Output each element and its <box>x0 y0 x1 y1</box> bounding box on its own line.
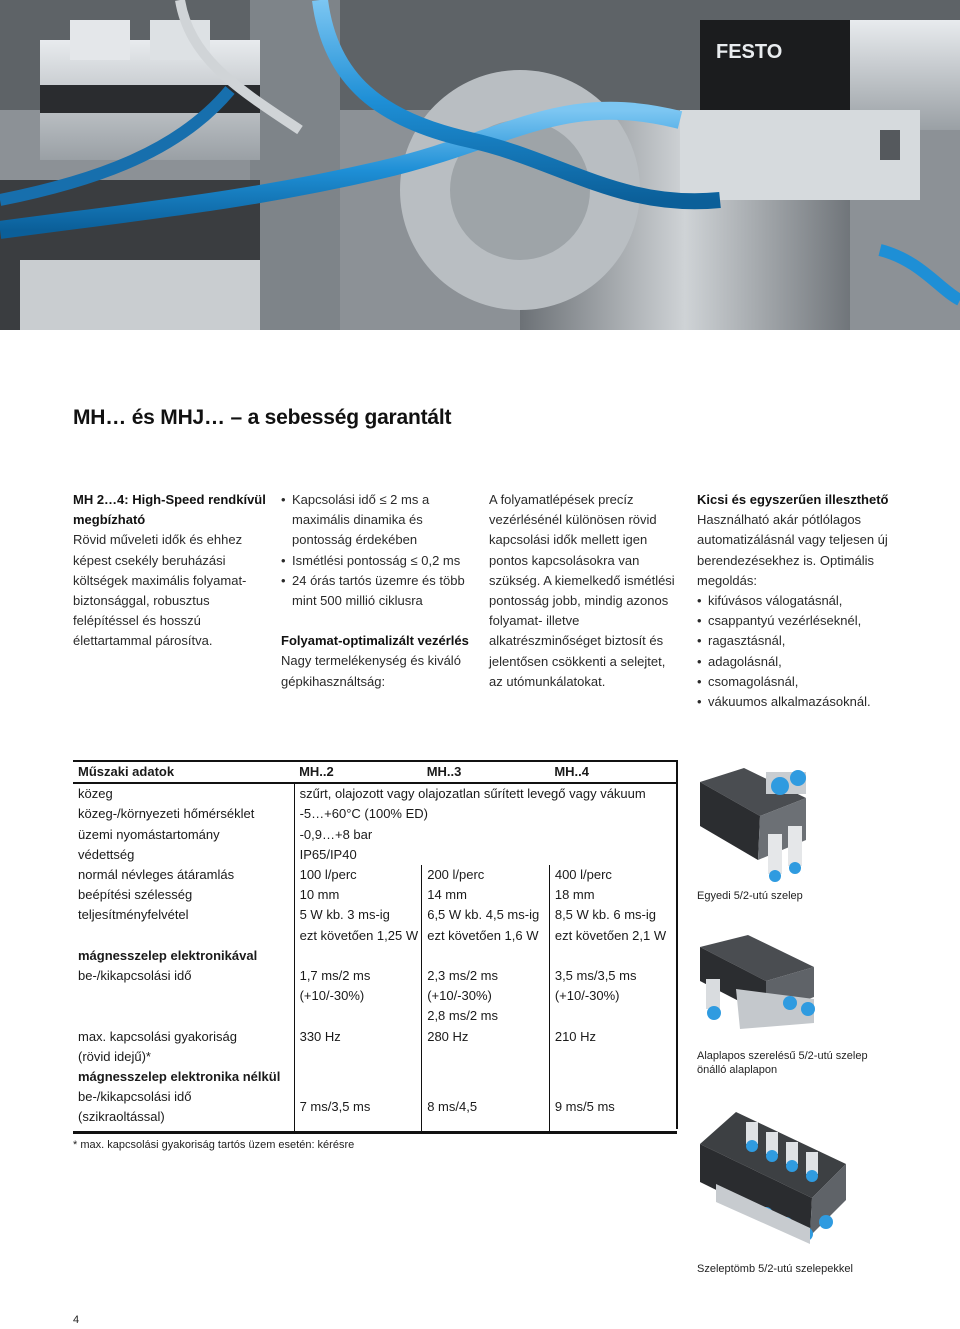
table-section-row <box>73 946 677 966</box>
festo-logo: FESTO <box>716 41 783 63</box>
list-item: • vákuumos alkalmazásoknál. <box>697 692 897 712</box>
cell-line: 2,8 ms/2 ms <box>427 1008 499 1024</box>
hero-illustration <box>0 0 960 330</box>
cell: 210 Hz <box>549 1027 677 1067</box>
cell <box>294 966 422 1027</box>
intro-text: Rövid műveleti idők és ehhez képest csekély beruházási költségek maximális folyamat-biztonsággal, robusztus felépítéssel és hosszú élettartammal párosítva. <box>73 532 247 649</box>
table-header: Műszaki adatok <box>73 761 294 783</box>
features-column <box>281 490 473 692</box>
cell <box>422 905 550 945</box>
list-item: • adagolásnál, <box>697 652 897 672</box>
table-row <box>73 885 677 905</box>
table-row <box>73 825 677 845</box>
product-caption: Egyedi 5/2-utú szelep <box>697 890 803 902</box>
section-label: mágnesszelep elektronikával <box>78 947 258 963</box>
row-label: üzemi nyomástartomány <box>78 826 220 842</box>
list-item: • Ismétlési pontosság ≤ 0,2 ms <box>281 551 473 571</box>
cell-line: max. kapcsolási gyakoriság <box>78 1028 237 1044</box>
table-header: MH..2 <box>294 761 422 783</box>
features-list <box>281 490 473 611</box>
list-item: • csappantyú vezérléseknél, <box>697 611 897 631</box>
table-row <box>73 1027 677 1067</box>
cell-line: ezt követően 2,1 W <box>554 927 667 943</box>
page-title: MH… és MHJ… – a sebesség garantált <box>73 406 452 429</box>
process-text: Nagy termelékenység és kiváló gépkihasználtság: <box>281 653 461 689</box>
caption-line: önálló alaplapon <box>697 1064 778 1076</box>
row-label: normál névleges átáramlás <box>78 867 235 883</box>
tech-data-table <box>73 761 677 1134</box>
cell-line: (+10/-30%) <box>554 988 620 1004</box>
cell: IP65/IP40 <box>294 845 677 865</box>
list-item: • kifúvásos válogatásnál, <box>697 591 897 611</box>
row-label: be-/kikapcsolási idő <box>78 968 192 984</box>
row-label: teljesítményfelvétel <box>78 907 189 923</box>
cell: 330 Hz <box>294 1027 422 1067</box>
cell: 7 ms/3,5 ms <box>294 1087 422 1132</box>
subbase-valve-image <box>696 933 822 1037</box>
cell: 10 mm <box>294 885 422 905</box>
list-item: • ragasztásnál, <box>697 631 897 651</box>
row-label: közeg <box>78 786 113 802</box>
applications-column <box>697 490 897 712</box>
table-section-row <box>73 1067 677 1087</box>
cell: 280 Hz <box>422 1027 550 1067</box>
cell-line: (rövid idejű)* <box>78 1048 151 1064</box>
cell <box>549 966 677 1027</box>
table-header: MH..3 <box>422 761 550 783</box>
cell-line: 2,3 ms/2 ms <box>427 968 499 984</box>
cell: 18 mm <box>549 885 677 905</box>
cell: szűrt, olajozott vagy olajozatlan sűrített levegő vagy vákuum <box>294 783 677 804</box>
table-row <box>73 865 677 885</box>
table-footnote: * max. kapcsolási gyakoriság tartós üzem esetén: kérésre <box>73 1139 355 1151</box>
table-header-row <box>73 761 677 783</box>
page-number: 4 <box>73 1314 80 1326</box>
table-header: MH..4 <box>549 761 677 783</box>
row-label: közeg-/környezeti hőmérséklet <box>78 806 255 822</box>
cell-line: ezt követően 1,6 W <box>427 927 539 943</box>
section-label: mágnesszelep elektronika nélkül <box>78 1069 281 1085</box>
table-row <box>73 905 677 945</box>
intro-column <box>73 490 268 652</box>
cell: 14 mm <box>422 885 550 905</box>
caption-line: Alaplapos szerelésű 5/2-utú szelep <box>697 1050 868 1062</box>
cell-line: 5 W kb. 3 ms-ig <box>299 907 390 923</box>
cell-line: (szikraoltással) <box>78 1109 165 1125</box>
cell-line: ezt követően 1,25 W <box>299 927 419 943</box>
valve-manifold-image <box>696 1104 848 1252</box>
table-row <box>73 1087 677 1132</box>
cell <box>422 966 550 1027</box>
precision-text: A folyamatlépések precíz vezérlésénél különösen rövid kapcsolási idők mellett igen pontos kapcsolásokra van szükség. A kiemelkedő ismétlési pontosság jobb, mindig azonos folyamat- illetve alkatrészminőséget biztosít és jelentősen csökkenti a selejtet, az utómunkálatokat. <box>489 492 675 689</box>
cell: 8 ms/4,5 <box>422 1087 550 1132</box>
cell-line: 3,5 ms/3,5 ms <box>554 968 637 984</box>
intro-heading: MH 2…4: High-Speed rendkívül megbízható <box>73 492 266 528</box>
table-row <box>73 804 677 824</box>
table-row <box>73 966 677 1027</box>
table-row <box>73 783 677 804</box>
cell: 200 l/perc <box>422 865 550 885</box>
cell <box>549 905 677 945</box>
list-item: • Kapcsolási idő ≤ 2 ms a maximális dinamika és pontosság érdekében <box>281 490 473 551</box>
precision-column <box>489 490 681 692</box>
row-label <box>73 1087 294 1132</box>
applications-text: Használható akár pótlólagos automatizálásnál vagy teljesen új berendezésekhez is. Optimális megoldás: <box>697 512 888 588</box>
cell-line: (+10/-30%) <box>299 988 365 1004</box>
cell-line: 6,5 W kb. 4,5 ms-ig <box>427 907 540 923</box>
list-item: • 24 órás tartós üzemre és több mint 500 millió ciklusra <box>281 571 473 611</box>
applications-heading: Kicsi és egyszerűen illeszthető <box>697 492 889 507</box>
cell: 400 l/perc <box>549 865 677 885</box>
table-top-rule <box>73 760 677 762</box>
table-right-rule <box>676 760 678 1129</box>
process-heading: Folyamat-optimalizált vezérlés <box>281 633 469 649</box>
row-label: beépítési szélesség <box>78 887 193 903</box>
cell <box>294 905 422 945</box>
table-row <box>73 845 677 865</box>
row-label: védettség <box>78 846 135 862</box>
product-caption <box>697 1049 868 1077</box>
cell-line: be-/kikapcsolási idő <box>78 1089 192 1105</box>
cell: 9 ms/5 ms <box>549 1087 677 1132</box>
product-caption: Szeleptömb 5/2-utú szelepekkel <box>697 1263 853 1275</box>
applications-list <box>697 591 897 712</box>
row-label <box>73 1027 294 1067</box>
cell-line: (+10/-30%) <box>427 988 492 1004</box>
cell: -0,9…+8 bar <box>294 825 677 845</box>
cell-line: 8,5 W kb. 6 ms-ig <box>554 907 656 923</box>
hero-photo <box>0 0 960 330</box>
cell-line: 1,7 ms/2 ms <box>299 968 371 984</box>
single-valve-image <box>696 764 816 882</box>
cell: 100 l/perc <box>294 865 422 885</box>
cell: -5…+60°C (100% ED) <box>294 804 677 824</box>
list-item: • csomagolásnál, <box>697 672 897 692</box>
